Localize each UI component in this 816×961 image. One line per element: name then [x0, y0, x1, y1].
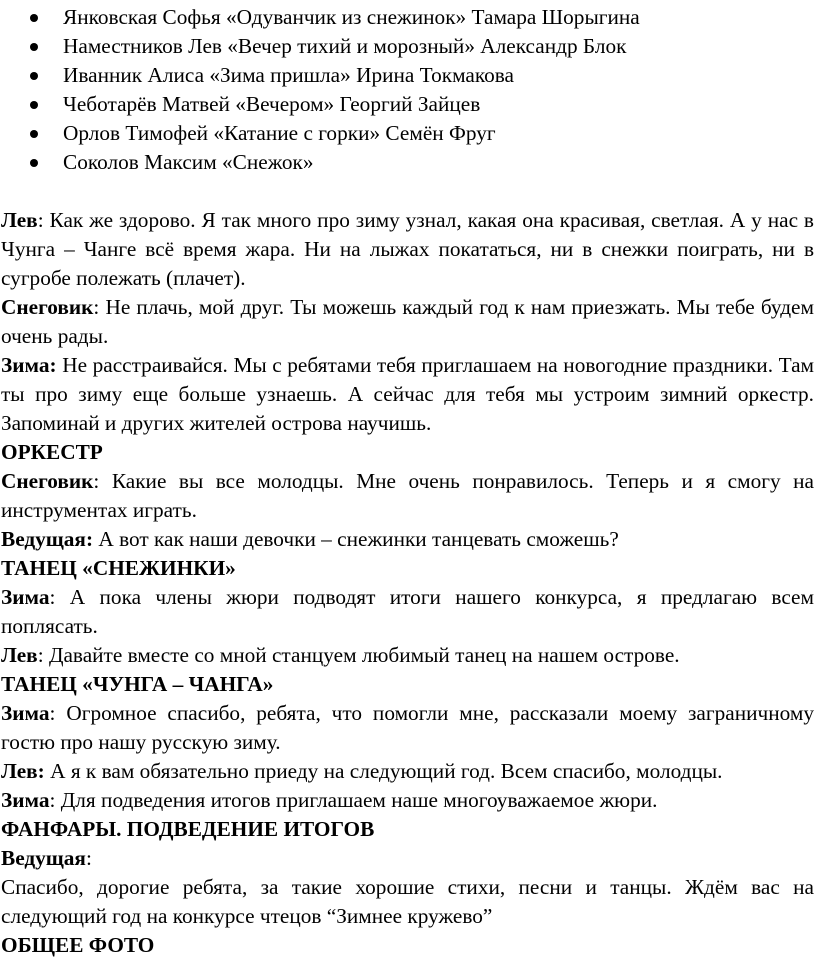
speaker-name: Зима — [1, 788, 50, 812]
script-body — [0, 206, 814, 960]
line-text: Как же здорово. Я так много про зиму узнал, какая она красивая, светлая. А у нас в Чунга – Чанге всё время жара. Ни на лыжах покататься, ни в снежки поиграть, ни в сугробе полежать (плачет). — [1, 208, 814, 290]
speaker-separator: : — [93, 295, 106, 319]
section-heading: ОБЩЕЕ ФОТО — [1, 933, 155, 957]
script-line — [1, 467, 814, 525]
speaker-separator: : — [49, 585, 70, 609]
speaker-name: Ведущая — [1, 846, 86, 870]
speaker-name: Ведущая: — [1, 527, 94, 551]
speaker-name: Лев — [1, 208, 38, 232]
script-line — [1, 206, 814, 293]
script-line — [1, 873, 814, 931]
script-line — [1, 293, 814, 351]
speaker-separator: : — [49, 701, 67, 725]
script-line — [1, 699, 814, 757]
participant-text: Иванник Алиса «Зима пришла» Ирина Токмакова — [63, 63, 515, 87]
section-heading: ОРКЕСТР — [1, 440, 103, 464]
script-line — [1, 641, 814, 670]
bullet-icon — [30, 72, 38, 80]
speaker-separator: : — [93, 469, 112, 493]
line-text: Не расстраивайся. Мы с ребятами тебя приглашаем на новогодние праздники. Там ты про зиму еще больше узнаешь. А сейчас для тебя мы устроим зимний оркестр. Запоминай и других жителей острова научишь. — [1, 353, 814, 435]
script-line — [1, 525, 814, 554]
blank-line — [0, 177, 816, 206]
participant-item — [0, 148, 816, 177]
line-text: Для подведения итогов приглашаем наше многоуважаемое жюри. — [60, 788, 658, 812]
line-text: А вот как наши девочки – снежинки танцевать сможешь? — [98, 527, 619, 551]
bullet-icon — [30, 101, 38, 109]
section-heading: ТАНЕЦ «ЧУНГА – ЧАНГА» — [1, 672, 274, 696]
speaker-separator: : — [49, 788, 61, 812]
participant-item — [0, 3, 816, 32]
line-text: Спасибо, дорогие ребята, за такие хорошие стихи, песни и танцы. Ждём вас на следующий год на конкурсе чтецов “Зимнее кружево” — [1, 875, 814, 928]
speaker-name: Снеговик — [1, 469, 94, 493]
participant-item — [0, 90, 816, 119]
participant-item — [0, 61, 816, 90]
participant-text: Янковская Софья «Одуванчик из снежинок» Тамара Шорыгина — [63, 5, 640, 29]
line-text: А я к вам обязательно приеду на следующий год. Всем спасибо, молодцы. — [50, 759, 723, 783]
bullet-icon — [30, 43, 38, 51]
line-text: Огромное спасибо, ребята, что помогли мне, рассказали моему заграничному гостю про нашу русскую зиму. — [1, 701, 814, 754]
speaker-name: Зима — [1, 585, 50, 609]
script-line — [1, 844, 814, 873]
script-line — [1, 757, 814, 786]
section-heading: ФАНФАРЫ. ПОДВЕДЕНИЕ ИТОГОВ — [1, 817, 375, 841]
speaker-separator: : — [37, 208, 50, 232]
participant-text: Соколов Максим «Снежок» — [63, 150, 314, 174]
participant-text: Наместников Лев «Вечер тихий и морозный» Александр Блок — [63, 34, 627, 58]
speaker-name: Зима: — [1, 353, 57, 377]
speaker-name: Зима — [1, 701, 50, 725]
script-line — [1, 786, 814, 815]
bullet-icon — [30, 130, 38, 138]
speaker-separator: : — [85, 846, 92, 870]
line-text: Давайте вместе со мной станцуем любимый танец на нашем острове. — [48, 643, 680, 667]
bullet-icon — [30, 14, 38, 22]
speaker-name: Лев: — [1, 759, 45, 783]
participant-item — [0, 119, 816, 148]
participant-text: Чеботарёв Матвей «Вечером» Георгий Зайцев — [63, 92, 481, 116]
script-line — [1, 583, 814, 641]
line-text: Какие вы все молодцы. Мне очень понравилось. Теперь и я смогу на инструментах играть. — [1, 469, 814, 522]
speaker-separator: : — [37, 643, 49, 667]
speaker-name: Лев — [1, 643, 38, 667]
section-heading: ТАНЕЦ «СНЕЖИНКИ» — [1, 556, 236, 580]
speaker-name: Снеговик — [1, 295, 94, 319]
participants-list — [0, 0, 816, 177]
participant-item — [0, 32, 816, 61]
bullet-icon — [30, 159, 38, 167]
line-text: А пока члены жюри подводят итоги нашего конкурса, я предлагаю всем поплясать. — [1, 585, 814, 638]
script-line — [1, 351, 814, 438]
line-text: Не плачь, мой друг. Ты можешь каждый год к нам приезжать. Мы тебе будем очень рады. — [1, 295, 814, 348]
participant-text: Орлов Тимофей «Катание с горки» Семён Фруг — [63, 121, 496, 145]
